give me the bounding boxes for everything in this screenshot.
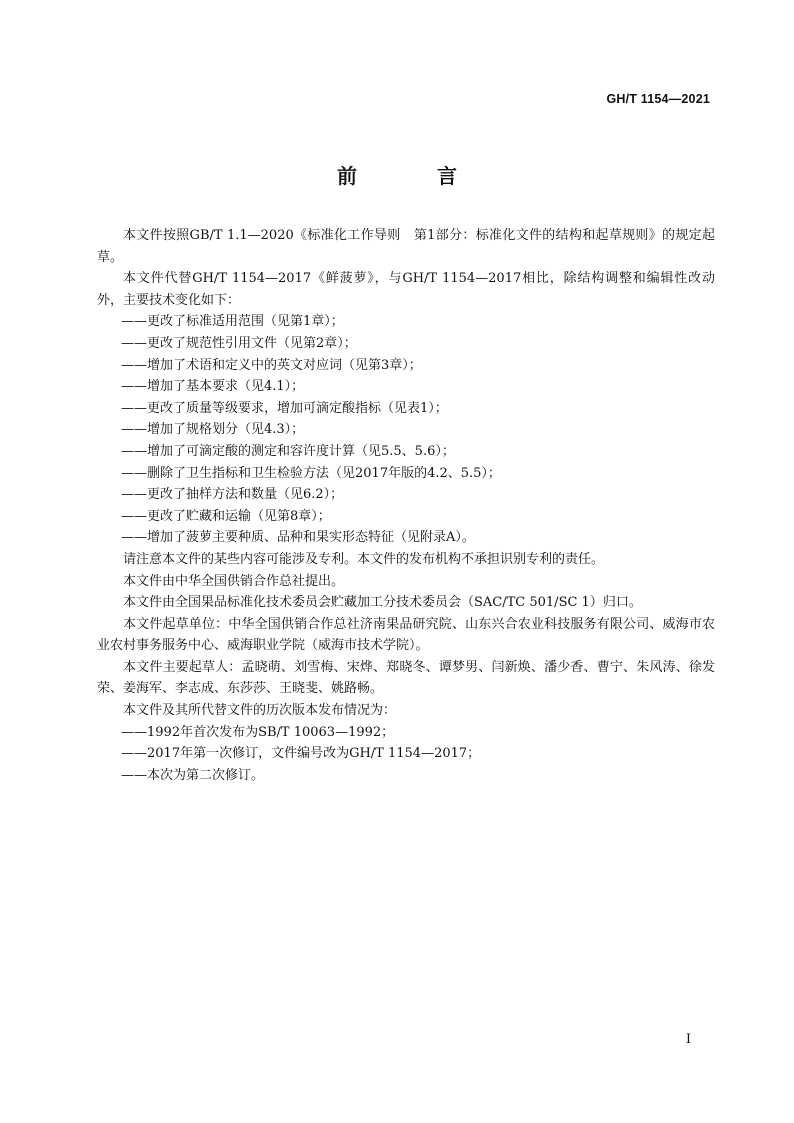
- list-item: ——更改了标准适用范围（见第1章）；: [121, 314, 344, 330]
- paragraph-technical-committee: 本文件由全国果品标准化技术委员会贮藏加工分技术委员会（SAC/TC 501/SC 1）归口。: [123, 595, 642, 611]
- paragraph-drafters: 本文件主要起草人：孟晓萌、刘雪梅、宋烨、郑晓冬、谭梦男、闫新焕、潘少香、曹宁、朱风涛、徐发荣、姜海军、李志成、东莎莎、王晓斐、姚路畅。: [97, 659, 715, 697]
- list-item: ——更改了规范性引用文件（见第2章）；: [121, 335, 357, 351]
- list-item: ——1992年首次发布为SB/T 10063—1992；: [121, 724, 395, 740]
- list-item: ——更改了质量等级要求，增加可滴定酸指标（见表1）；: [121, 400, 448, 416]
- list-item: ——增加了基本要求（见4.1）；: [121, 379, 305, 395]
- standard-code: GH/T 1154—2021: [606, 92, 710, 106]
- paragraph-version-history: 本文件及其所代替文件的历次版本发布情况为：: [123, 703, 397, 719]
- paragraph-replacement: 本文件代替GH/T 1154—2017《鲜菠萝》，与GH/T 1154—2017相比，除结构调整和编辑性改动外，主要技术变化如下：: [97, 271, 715, 308]
- list-item: ——本次为第二次修订。: [121, 767, 265, 783]
- list-item: ——2017年第一次修订，文件编号改为GH/T 1154—2017；: [121, 746, 481, 762]
- page-number: I: [685, 1032, 691, 1047]
- paragraph-proposer: 本文件由中华全国供销合作总社提出。: [123, 573, 345, 589]
- list-item: ——增加了规格划分（见4.3）；: [121, 422, 305, 438]
- list-item: ——更改了贮藏和运输（见第8章）；: [121, 508, 331, 524]
- changes-list: [97, 311, 715, 549]
- list-item: ——增加了菠萝主要种质、品种和果实形态特征（见附录A）。: [121, 530, 475, 546]
- paragraph-drafting-rules: 本文件按照GB/T 1.1—2020《标准化工作导则 第1部分：标准化文件的结构和起草规则》的规定起草。: [97, 228, 715, 265]
- history-list: [97, 722, 715, 787]
- list-item: ——更改了抽样方法和数量（见6.2）；: [121, 487, 344, 503]
- paragraph-patent-notice: 请注意本文件的某些内容可能涉及专利。本文件的发布机构不承担识别专利的责任。: [123, 551, 605, 567]
- list-item: ——删除了卫生指标和卫生检验方法（见2017年版的4.2、5.5）；: [121, 465, 501, 481]
- list-item: ——增加了可滴定酸的测定和容许度计算（见5.5、5.6）；: [121, 443, 455, 459]
- page-title: 前 言: [337, 164, 487, 188]
- list-item: ——增加了术语和定义中的英文对应词（见第3章）；: [121, 357, 422, 373]
- paragraph-drafting-units: 本文件起草单位：中华全国供销合作总社济南果品研究院、山东兴合农业科技服务有限公司、威海市农业农村事务服务中心、威海职业学院（威海市技术学院）。: [97, 616, 715, 654]
- foreword-body: [97, 225, 715, 786]
